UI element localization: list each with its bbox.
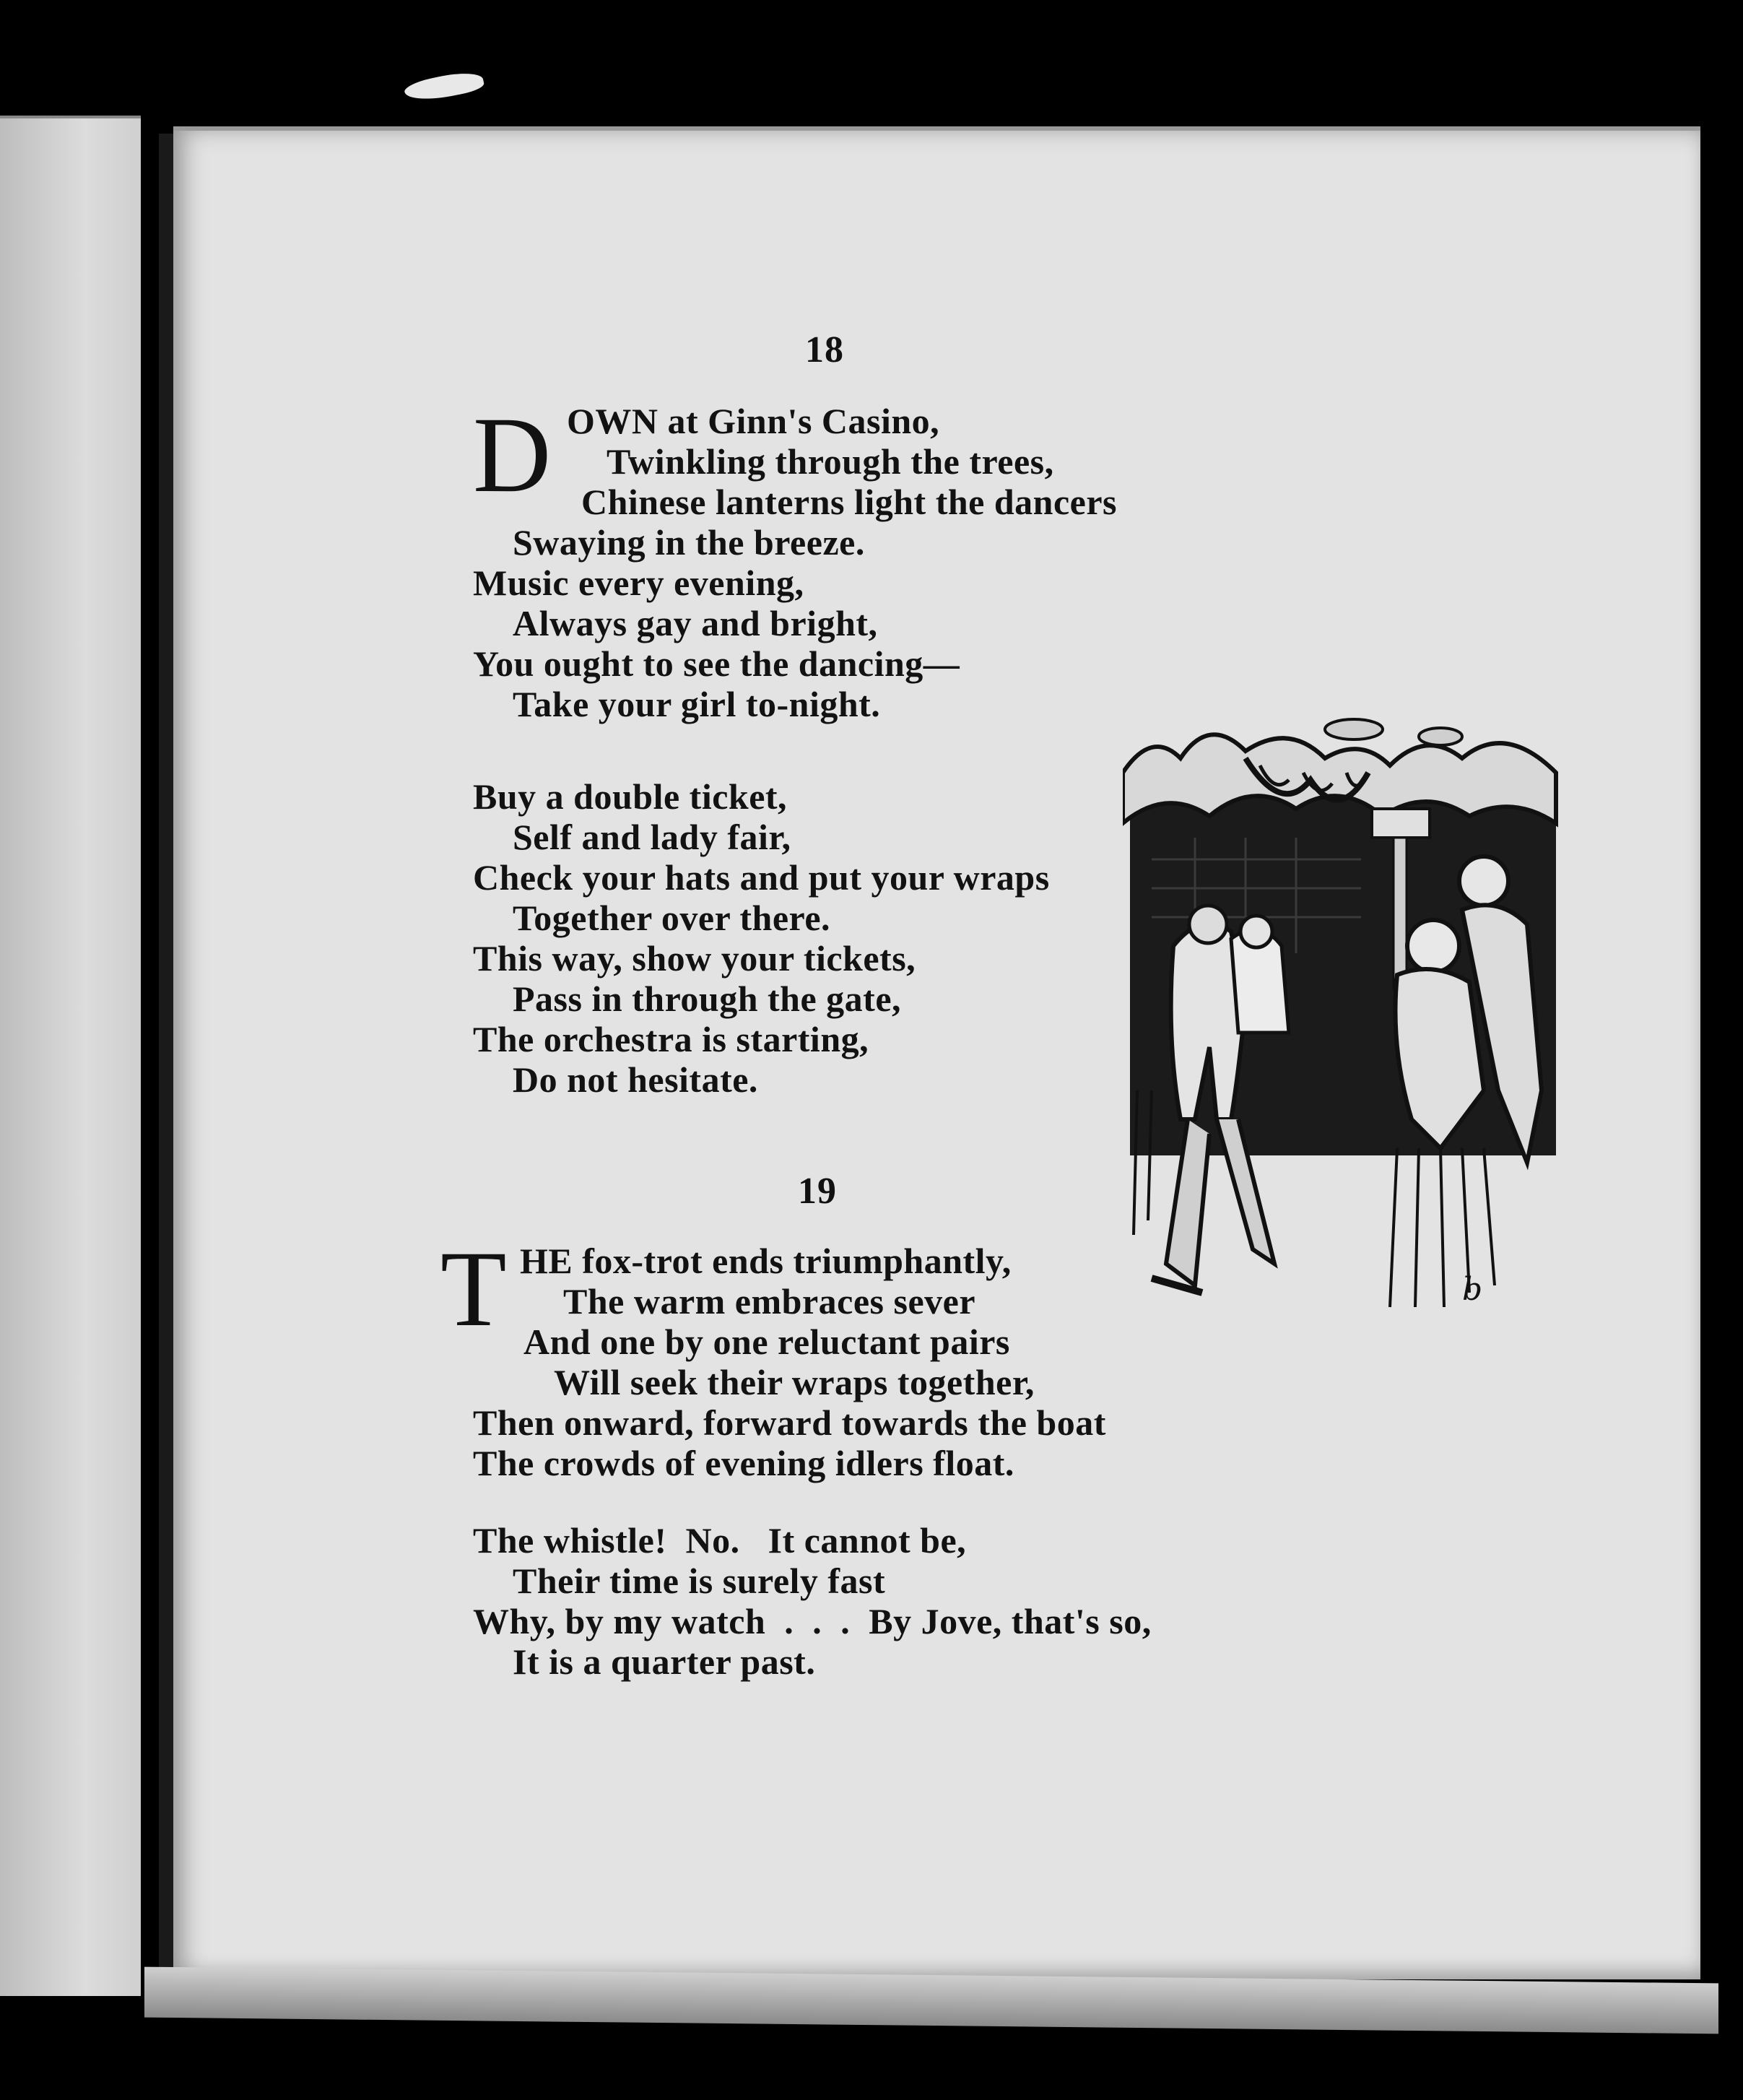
verse-line: Then onward, forward towards the boat: [473, 1402, 1106, 1443]
verse-line: The orchestra is starting,: [473, 1019, 869, 1059]
illustration-signature: b: [1462, 1271, 1483, 1308]
section-number-18: 18: [805, 329, 844, 370]
stanza-18-1: [473, 395, 1117, 724]
verse-line: Together over there.: [513, 898, 831, 938]
verse-line: Take your girl to-night.: [513, 684, 881, 724]
section-number-19: 19: [798, 1171, 837, 1212]
verse-line: Always gay and bright,: [513, 603, 878, 643]
stanza-19-2: [473, 1520, 1152, 1682]
verse-line: Music every evening,: [473, 563, 804, 603]
dancers-illustration: [1123, 715, 1563, 1322]
stanza-18-2: [473, 776, 1050, 1100]
verse-line: Self and lady fair,: [513, 817, 791, 857]
dropcap-t: T: [440, 1229, 507, 1349]
verse-line: The crowds of evening idlers float.: [473, 1443, 1014, 1483]
verse-line: HE fox-trot ends triumphantly,: [520, 1241, 1012, 1281]
verse-line: Pass in through the gate,: [513, 979, 902, 1019]
verse-line: Will seek their wraps together,: [554, 1362, 1035, 1402]
verse-line: Check your hats and put your wraps: [473, 857, 1050, 898]
stanza-19-1: [473, 1241, 1106, 1483]
verse-line: The whistle! No. It cannot be,: [473, 1520, 967, 1561]
verse-line: Swaying in the breeze.: [513, 522, 865, 563]
verse-line: And one by one reluctant pairs: [523, 1322, 1010, 1362]
verse-line: OWN at Ginn's Casino,: [567, 401, 940, 441]
paper-tab-mark: [403, 68, 485, 105]
verse-line: Do not hesitate.: [513, 1059, 758, 1100]
verse-line: Chinese lanterns light the dancers: [581, 482, 1117, 522]
verse-line: This way, show your tickets,: [473, 938, 916, 979]
verse-line: Buy a double ticket,: [473, 776, 788, 817]
verse-line: Their time is surely fast: [513, 1561, 886, 1601]
verse-line: Why, by my watch . . . By Jove, that's so,: [473, 1601, 1152, 1641]
previous-page-edge: [0, 116, 141, 1996]
dropcap-d: D: [473, 395, 552, 515]
verse-line: You ought to see the dancing—: [473, 643, 960, 684]
verse-line: Twinkling through the trees,: [607, 441, 1054, 482]
verse-line: The warm embraces sever: [563, 1281, 976, 1322]
verse-line: It is a quarter past.: [513, 1641, 816, 1682]
